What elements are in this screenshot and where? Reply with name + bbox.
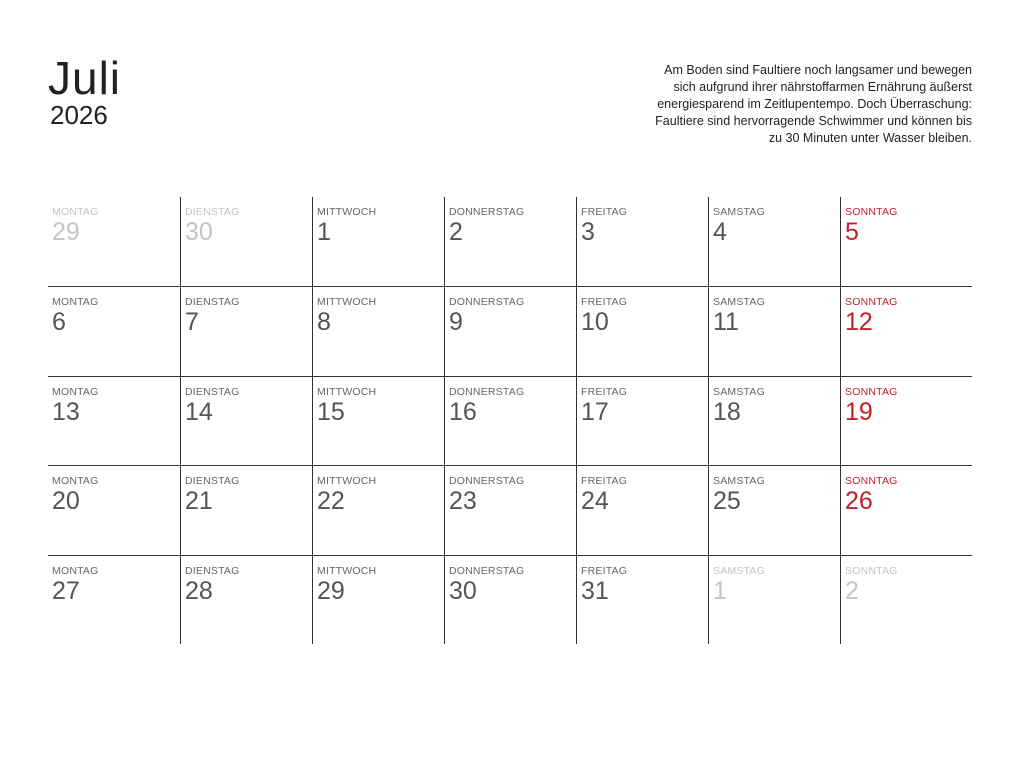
- day-cell: [708, 197, 840, 286]
- weekday-label: MITTWOCH: [317, 564, 377, 577]
- weekday-label: DIENSTAG: [185, 385, 240, 398]
- day-cell: [708, 555, 840, 644]
- day-number: 29: [317, 576, 345, 605]
- day-cell: [180, 555, 312, 644]
- day-number: 2: [449, 218, 463, 246]
- day-number: 22: [317, 487, 345, 516]
- day-cell: [312, 555, 444, 644]
- day-number: 2: [845, 576, 859, 605]
- weekday-label: MONTAG: [52, 564, 99, 577]
- day-cell: [312, 197, 444, 286]
- day-cell: [180, 376, 312, 465]
- day-number: 9: [449, 308, 463, 337]
- day-cell: [840, 376, 972, 465]
- weekday-label: SAMSTAG: [713, 206, 765, 218]
- day-cell: [48, 286, 180, 375]
- weekday-label: SONNTAG: [845, 296, 898, 309]
- day-cell: [840, 286, 972, 375]
- day-cell: [312, 376, 444, 465]
- day-cell: [312, 286, 444, 375]
- weekday-label: DIENSTAG: [185, 296, 240, 309]
- weekday-label: MITTWOCH: [317, 475, 377, 488]
- day-number: 5: [845, 218, 859, 246]
- weekday-label: SAMSTAG: [713, 385, 765, 398]
- day-cell: [48, 197, 180, 286]
- day-cell: [48, 555, 180, 644]
- weekday-label: DONNERSTAG: [449, 206, 525, 218]
- day-cell: [708, 376, 840, 465]
- weekday-label: MITTWOCH: [317, 206, 377, 218]
- day-number: 25: [713, 487, 741, 516]
- month-title: Juli: [48, 52, 122, 104]
- year-title: 2026: [50, 100, 108, 130]
- day-cell: [444, 286, 576, 375]
- day-cell: [444, 197, 576, 286]
- day-number: 11: [713, 308, 739, 337]
- day-cell: [48, 376, 180, 465]
- weekday-label: SAMSTAG: [713, 475, 765, 488]
- day-number: 3: [581, 218, 595, 246]
- day-number: 29: [52, 218, 80, 246]
- day-number: 30: [185, 218, 213, 246]
- day-cell: [708, 465, 840, 554]
- fact-note: Am Boden sind Faultiere noch langsamer und bewegen sich aufgrund ihrer nährstoffarmen Ernährung äußerst energiesparend im Zeitlupentempo. Doch Überraschung: Faultiere sind hervorragende Schwimmer und können bis zu 30 Minuten unter Wasser bleiben.: [655, 63, 972, 145]
- weekday-label: FREITAG: [581, 206, 628, 218]
- weekday-label: FREITAG: [581, 475, 628, 488]
- weekday-label: SONNTAG: [845, 564, 898, 577]
- weekday-label: MONTAG: [52, 385, 99, 398]
- day-number: 6: [52, 308, 66, 337]
- weekday-label: DIENSTAG: [185, 206, 240, 218]
- day-number: 1: [317, 218, 331, 246]
- day-number: 23: [449, 487, 477, 516]
- weekday-label: MITTWOCH: [317, 385, 377, 398]
- day-cell: [312, 465, 444, 554]
- weekday-label: FREITAG: [581, 385, 628, 398]
- day-cell: [180, 197, 312, 286]
- day-cell: [576, 555, 708, 644]
- day-number: 21: [185, 487, 213, 516]
- weekday-label: DIENSTAG: [185, 564, 240, 577]
- day-number: 16: [449, 397, 477, 426]
- day-cell: [840, 465, 972, 554]
- weekday-label: MITTWOCH: [317, 296, 377, 309]
- weekday-label: SONNTAG: [845, 385, 898, 398]
- day-number: 14: [185, 397, 213, 426]
- day-cell: [576, 376, 708, 465]
- day-number: 15: [317, 397, 345, 426]
- day-cell: [180, 465, 312, 554]
- weekday-label: DONNERSTAG: [449, 296, 525, 309]
- weekday-label: DONNERSTAG: [449, 385, 525, 398]
- weekday-label: SONNTAG: [845, 206, 898, 218]
- day-number: 26: [845, 487, 873, 516]
- day-cell: [444, 376, 576, 465]
- day-number: 4: [713, 218, 727, 246]
- day-cell: [444, 555, 576, 644]
- calendar-grid: [48, 197, 972, 644]
- day-cell: [576, 286, 708, 375]
- day-number: 13: [52, 397, 80, 426]
- day-cell: [180, 286, 312, 375]
- weekday-label: DONNERSTAG: [449, 475, 525, 488]
- weekday-label: MONTAG: [52, 475, 99, 488]
- day-number: 24: [581, 487, 609, 516]
- day-number: 17: [581, 397, 609, 426]
- day-cell: [48, 465, 180, 554]
- weekday-label: MONTAG: [52, 206, 99, 218]
- day-number: 20: [52, 487, 80, 516]
- day-number: 27: [52, 576, 80, 605]
- day-number: 28: [185, 576, 213, 605]
- day-cell: [840, 197, 972, 286]
- weekday-label: FREITAG: [581, 296, 628, 309]
- day-number: 19: [845, 397, 873, 426]
- day-number: 1: [713, 576, 727, 605]
- day-number: 7: [185, 308, 199, 337]
- day-cell: [576, 197, 708, 286]
- day-cell: [576, 465, 708, 554]
- weekday-label: DONNERSTAG: [449, 564, 525, 577]
- day-cell: [444, 465, 576, 554]
- weekday-label: DIENSTAG: [185, 475, 240, 488]
- day-cell: [840, 555, 972, 644]
- day-number: 8: [317, 308, 331, 337]
- weekday-label: SAMSTAG: [713, 296, 765, 309]
- weekday-label: MONTAG: [52, 296, 99, 309]
- day-number: 18: [713, 397, 741, 426]
- weekday-label: FREITAG: [581, 564, 628, 577]
- weekday-label: SAMSTAG: [713, 564, 765, 577]
- day-number: 12: [845, 308, 873, 337]
- weekday-label: SONNTAG: [845, 475, 898, 488]
- day-number: 30: [449, 576, 477, 605]
- day-number: 31: [581, 576, 609, 605]
- day-cell: [708, 286, 840, 375]
- day-number: 10: [581, 308, 609, 337]
